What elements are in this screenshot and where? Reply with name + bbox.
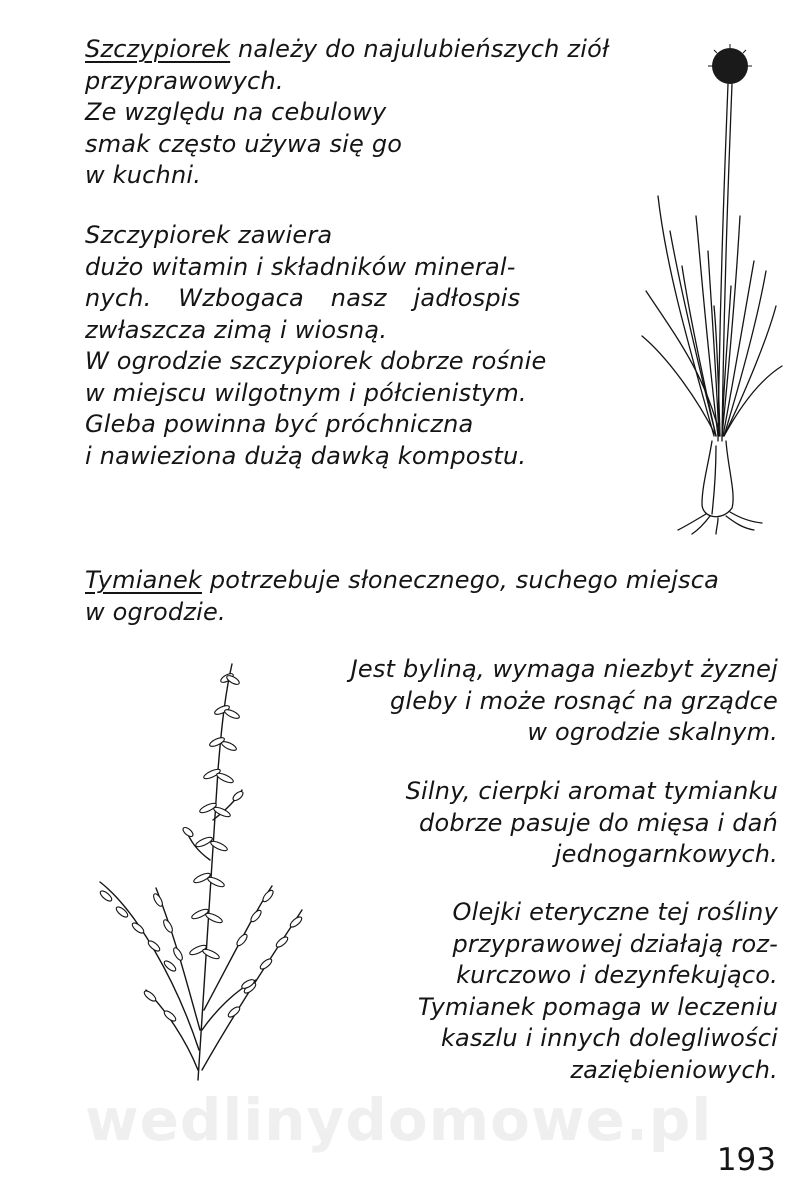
chives-intro-paragraph — [85, 34, 609, 192]
thyme-perennial-paragraph — [351, 654, 778, 749]
thyme-heading-term: Tymianek — [85, 566, 203, 594]
page-number: 193 — [716, 1142, 776, 1178]
text-line: smak często używa się go — [85, 129, 403, 158]
thyme-essential-oils-paragraph — [418, 897, 778, 1086]
site-watermark: wedlinydomowe.pl — [85, 1086, 713, 1154]
text-line: przyprawowej działają roz- — [452, 929, 778, 958]
text-line: i nawieziona dużą dawką kompostu. — [85, 441, 527, 470]
text-line: kurczowo i dezynfekująco. — [456, 961, 778, 989]
text-line: Silny, cierpki aromat tymianku — [405, 777, 778, 805]
text-line: Gleba powinna być próchniczna — [85, 410, 474, 438]
text-line: w kuchni. — [85, 161, 202, 189]
thyme-intro-first-line — [85, 565, 719, 597]
chives-plant-drawing-icon — [636, 36, 786, 536]
chives-nutrition-paragraph — [85, 220, 546, 472]
text-line: dużo witamin i składników mineral- — [85, 252, 516, 281]
text-line: w ogrodzie. — [85, 597, 226, 626]
thyme-aroma-paragraph — [406, 776, 778, 871]
thyme-plant-drawing-icon — [86, 650, 322, 1090]
text-line: Jest byliną, wymaga niezbyt żyznej — [350, 655, 778, 683]
text-line: Olejki eteryczne tej rośliny — [452, 898, 778, 926]
chives-intro-first-line — [85, 34, 609, 66]
text-line: kaszlu i innych dolegliwości — [440, 1024, 778, 1052]
text-line: W ogrodzie szczypiorek dobrze rośnie — [85, 347, 547, 375]
text-line: zaziębieniowych. — [570, 1055, 778, 1084]
text-line: gleby i może rosnąć na grządce — [389, 686, 778, 715]
text-line: w miejscu wilgotnym i półcienistym. — [85, 378, 527, 407]
text-line: w ogrodzie skalnym. — [527, 718, 778, 746]
text-line: Tymianek pomaga w leczeniu — [417, 992, 778, 1021]
text-line: jednogarnkowych. — [554, 840, 778, 868]
text-line: nych. Wzbogaca nasz jadłospis — [85, 284, 521, 312]
thyme-intro-first-line-text: potrzebuje słonecznego, suchego miejsca — [202, 566, 720, 594]
text-line: Ze względu na cebulowy — [85, 98, 387, 126]
chives-intro-first-line-text: należy do najulubieńszych ziół — [230, 35, 610, 63]
text-line: przyprawowych. — [85, 66, 284, 95]
chives-heading-term: Szczypiorek — [85, 35, 231, 63]
text-line: dobrze pasuje do mięsa i dań — [419, 808, 778, 837]
thyme-intro-paragraph — [85, 565, 719, 628]
text-line: zwłaszcza zimą i wiosną. — [85, 315, 388, 344]
text-line: Szczypiorek zawiera — [85, 221, 333, 249]
